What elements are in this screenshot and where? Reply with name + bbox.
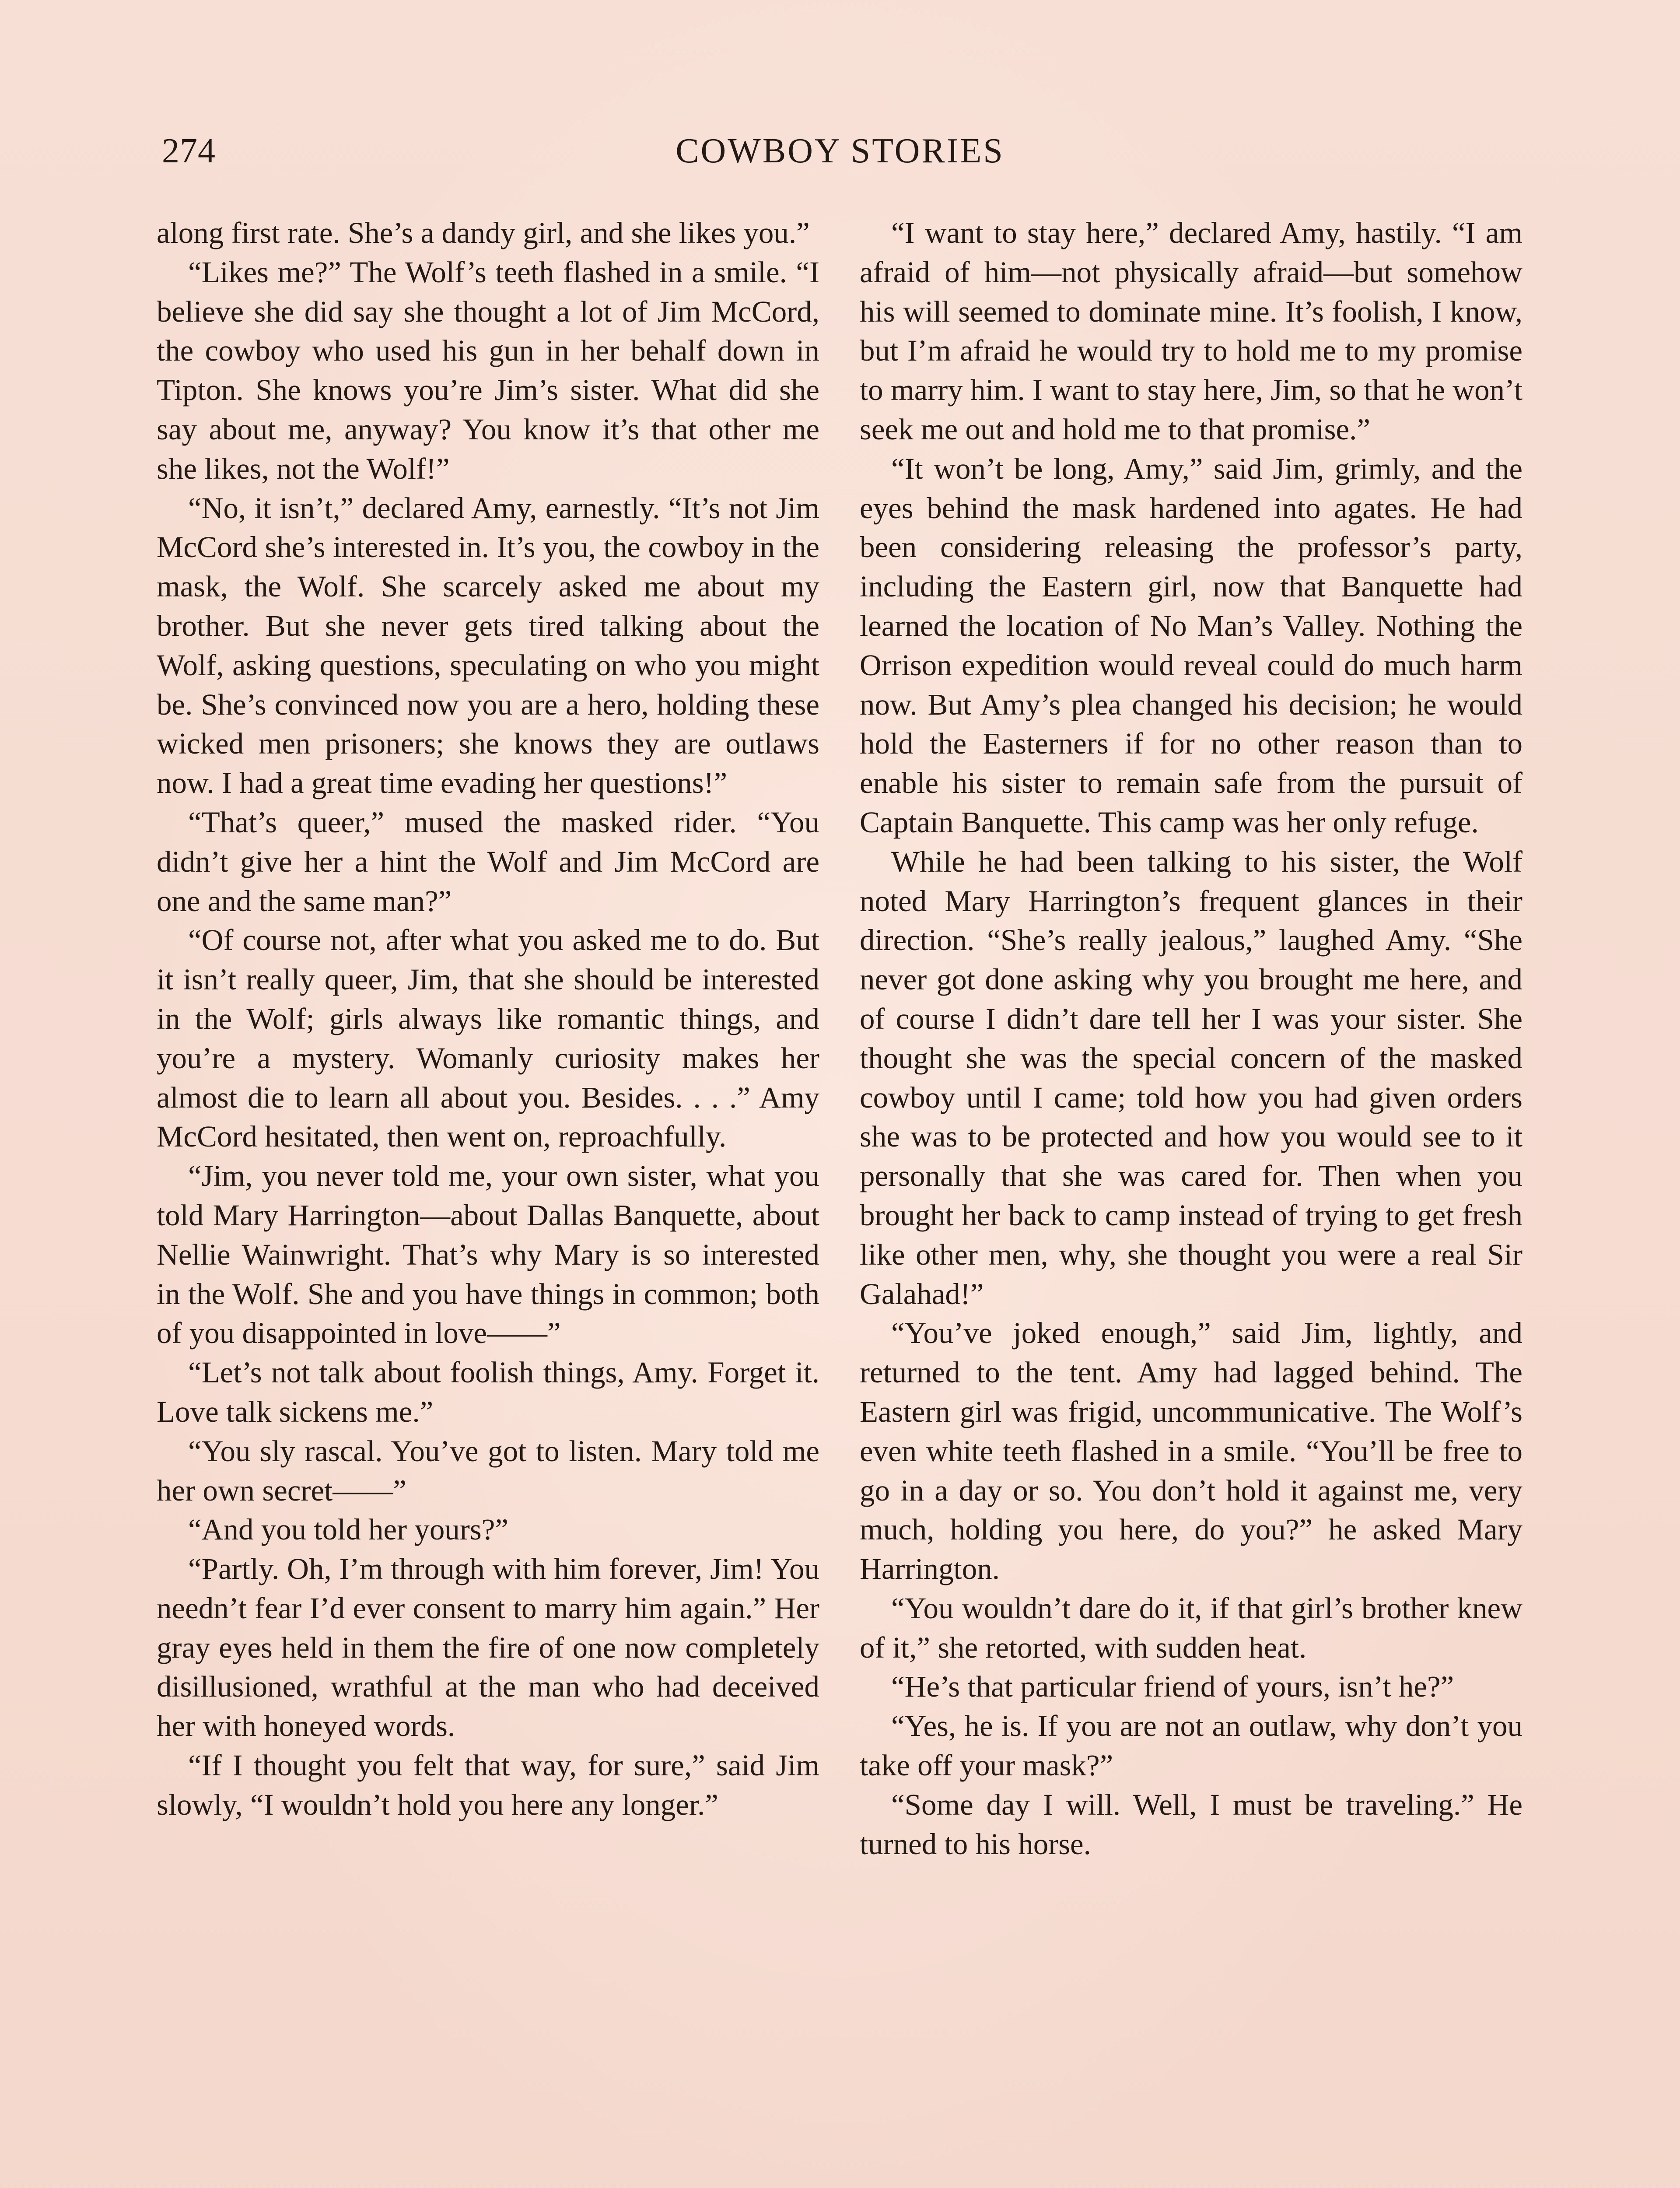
paragraph: “Partly. Oh, I’m through with him forever, Jim! You needn’t fear I’d ever consent to marry him again.” Her gray eyes held in them the fire of one now completely disillusioned, wrathful at the man who had deceived her with honeyed words. [157, 1552, 819, 1743]
right-column [860, 214, 1522, 1864]
paragraph: While he had been talking to his sister, the Wolf noted Mary Harrington’s frequent glances in their direction. “She’s really jealous,” laughed Amy. “She never got done asking why you brought me here, and of course I didn’t dare tell her I was your sister. She thought she was the special concern of the masked cowboy until I came; told how you had given orders she was to be protected and how you would see to it personally that she was cared for. Then when you brought her back to camp instead of trying to get fresh like other men, why, she thought you were a real Sir Galahad!” [860, 845, 1522, 1311]
paragraph: “Of course not, after what you asked me to do. But it isn’t really queer, Jim, that she should be interested in the Wolf; girls always like romantic things, and you’re a mystery. Womanly curiosity makes her almost die to learn all about you. Besides. . . .” Amy McCord hesitated, then went on, reproachfully. [157, 923, 819, 1154]
page-number: 274 [162, 132, 216, 170]
paragraph: “That’s queer,” mused the masked rider. “You didn’t give her a hint the Wolf and Jim McCord are one and the same man?” [157, 805, 819, 918]
paragraph: “No, it isn’t,” declared Amy, earnestly. “It’s not Jim McCord she’s interested in. It’s you, the cowboy in the mask, the Wolf. She scarcely asked me about my brother. But she never gets tired talking about the Wolf, asking questions, speculating on who you might be. She’s convinced now you are a hero, holding these wicked men prisoners; she knows they are outlaws now. I had a great time evading her questions!” [157, 491, 819, 800]
paragraph: “Likes me?” The Wolf’s teeth flashed in a smile. “I believe she did say she thought a lot of Jim McCord, the cowboy who used his gun in her behalf down in Tipton. She knows you’re Jim’s sister. What did she say about me, anyway? You know it’s that other me she likes, not the Wolf!” [157, 255, 819, 485]
paragraph: “Jim, you never told me, your own sister, what you told Mary Harrington—about Dallas Banquette, about Nellie Wainwright. That’s why Mary is so interested in the Wolf. She and you have things in common; both of you disappointed in love——” [157, 1159, 819, 1350]
paragraph: “It won’t be long, Amy,” said Jim, grimly, and the eyes behind the mask hardened into agates. He had been considering releasing the professor’s party, including the Eastern girl, now that Banquette had learned the location of No Man’s Valley. Nothing the Orrison expedition would reveal could do much harm now. But Amy’s plea changed his decision; he would hold the Easterners if for no other reason than to enable his sister to remain safe from the pursuit of Captain Banquette. This camp was her only refuge. [860, 452, 1522, 839]
paragraph: “Let’s not talk about foolish things, Amy. Forget it. Love talk sickens me.” [157, 1356, 819, 1428]
page-header [158, 127, 1522, 179]
paragraph: “You sly rascal. You’ve got to listen. Mary told me her own secret——” [157, 1434, 819, 1507]
paragraph: “He’s that particular friend of yours, isn’t he?” [891, 1670, 1454, 1704]
paragraph: “If I thought you felt that way, for sure,” said Jim slowly, “I wouldn’t hold you here any longer.” [157, 1749, 819, 1821]
paragraph: “Some day I will. Well, I must be traveling.” He turned to his horse. [860, 1788, 1522, 1861]
paragraph: “You’ve joked enough,” said Jim, lightly, and returned to the tent. Amy had lagged behind. The Eastern girl was frigid, uncommunicative. The Wolf’s even white teeth flashed in a smile. “You’ll be free to go in a day or so. You don’t hold it against me, very much, holding you here, do you?” he asked Mary Harrington. [860, 1316, 1522, 1586]
running-head: COWBOY STORIES [676, 132, 1004, 170]
paragraph: “You wouldn’t dare do it, if that girl’s brother knew of it,” she retorted, with sudden heat. [860, 1591, 1522, 1664]
paragraph: “Yes, he is. If you are not an outlaw, why don’t you take off your mask?” [860, 1709, 1522, 1782]
paragraph: “I want to stay here,” declared Amy, hastily. “I am afraid of him—not physically afraid—but somehow his will seemed to dominate mine. It’s foolish, I know, but I’m afraid he would try to hold me to my promise to marry him. I want to stay here, Jim, so that he won’t seek me out and hold me to that promise.” [860, 216, 1522, 446]
left-column [157, 214, 819, 1825]
paragraph: along first rate. She’s a dandy girl, and she likes you.” [157, 216, 810, 249]
paragraph: “And you told her yours?” [188, 1513, 508, 1546]
